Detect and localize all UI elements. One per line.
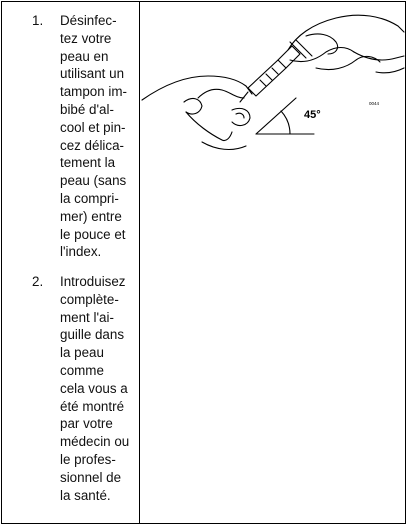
upper-hand-thumb <box>306 34 338 54</box>
thumb <box>232 108 250 125</box>
steps-column <box>2 2 139 523</box>
step-number: 1. <box>32 13 44 28</box>
step-text-line: tement la <box>60 155 116 171</box>
upper-hand-base <box>376 68 404 73</box>
injection-illustration-svg <box>140 2 406 162</box>
needle <box>240 92 248 102</box>
step-text-line: cool et pin- <box>60 119 126 135</box>
step-text-line: la santé. <box>60 487 111 503</box>
fingernail-lower <box>236 113 244 118</box>
lower-hand-palm <box>186 112 232 141</box>
instruction-table <box>1 1 406 524</box>
figure-code-label: 0044 <box>369 101 380 106</box>
wrist-line <box>202 142 246 149</box>
syringe-barrel <box>248 60 286 96</box>
step-text-line: été montré <box>60 398 125 414</box>
step-text-line: bibé d'al- <box>60 102 114 117</box>
injection-illustration <box>140 2 406 162</box>
step-text-line: complète- <box>60 291 119 307</box>
step-number: 2. <box>32 274 44 289</box>
skin-fold <box>198 89 244 98</box>
step-text-line: Introduisez <box>60 274 126 289</box>
step-text-line: sionnel de <box>60 469 122 485</box>
pinch-finger <box>184 99 202 114</box>
angle-label: 45° <box>304 109 321 121</box>
step-text-line: tez votre <box>60 30 112 46</box>
step-text-line: par votre <box>60 416 113 432</box>
step-text-line: mer) entre <box>60 208 122 224</box>
step-text-line: cez délica- <box>60 137 125 153</box>
angle-arc <box>281 111 290 134</box>
upper-hand-outline <box>288 15 404 50</box>
step-text-line: cela vous a <box>60 380 128 396</box>
syringe-plunger-end <box>296 40 312 56</box>
step-text-line: tampon im- <box>60 84 127 100</box>
step-text-line: Désinfec- <box>60 13 117 28</box>
step-text-line: utilisant un <box>60 66 125 82</box>
step-text-line: le profes- <box>60 452 116 467</box>
step-text-line: médecin ou <box>60 434 130 450</box>
step-text-line: ment l'ai- <box>60 309 114 325</box>
step-text-line: guille dans <box>60 327 125 343</box>
step-text-line: peau en <box>60 48 109 64</box>
step-text-line: peau (sans <box>60 173 127 189</box>
step-text-line: l'index. <box>60 244 102 260</box>
step-text-line: comme <box>60 363 104 378</box>
step-text-line: le pouce et <box>60 226 126 242</box>
step-text-line: la peau <box>60 345 104 361</box>
upper-hand-base <box>354 52 404 60</box>
step-text-line: la compri- <box>60 191 119 206</box>
